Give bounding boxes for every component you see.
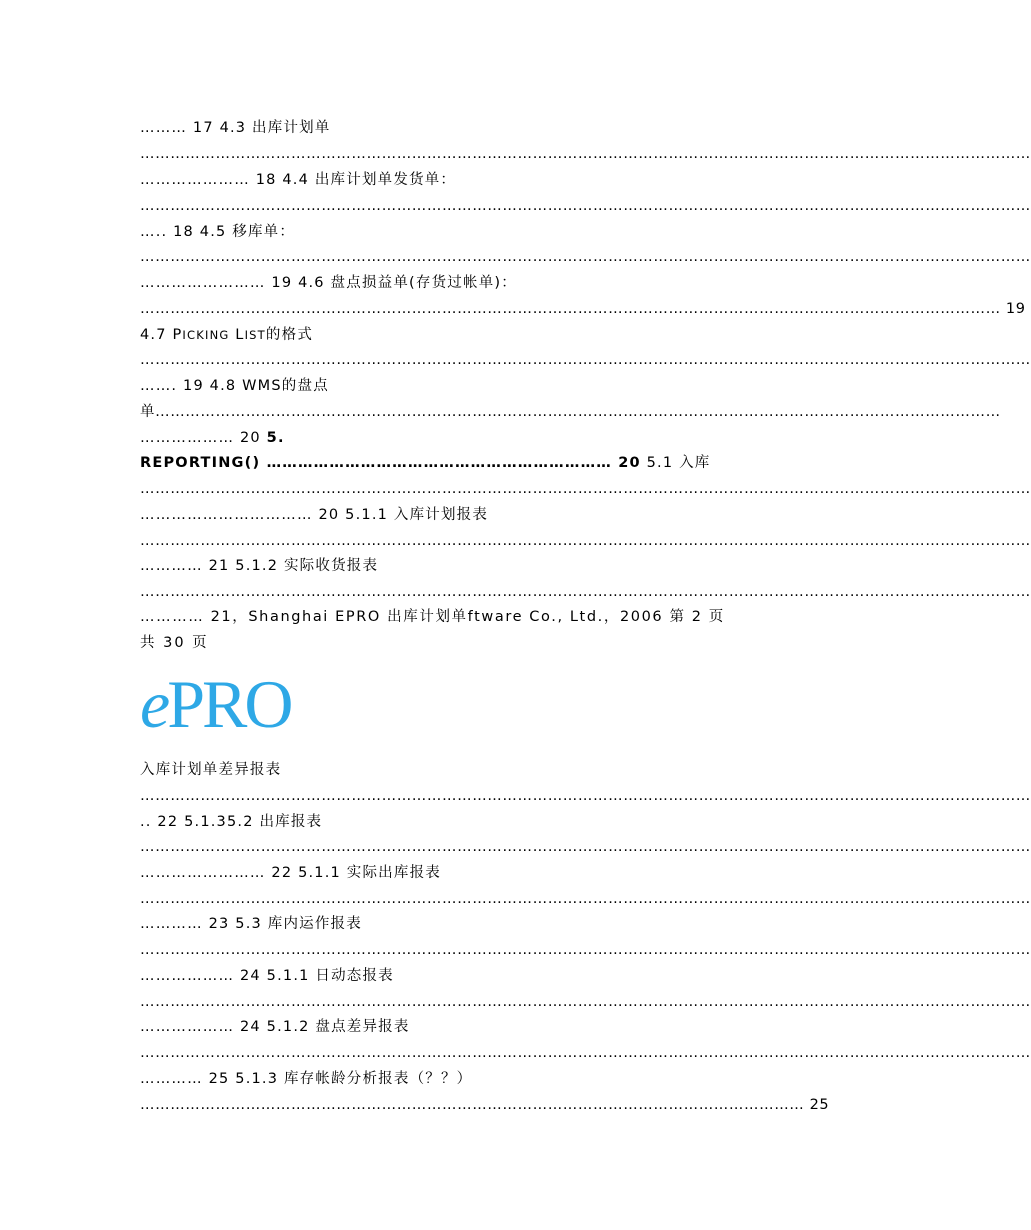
toc-leader-dots: …………………………………………………………………………………………………………………………………………………………… [140,481,1031,497]
toc-line: 单…………………………………………………………………………………………………………………………………………………… [140,404,1001,420]
toc-leader-dots: …………………………………………………………………………………………………………………………………………………………… [140,249,1031,265]
toc-leader-dots: …………………………………………………………………………………………………………………………………………………………… [140,839,1031,855]
toc-leader-dots: …………………………………………………………………………………………………………………………………………………………… [140,942,1031,958]
toc-line: 入库计划单差异报表 [140,762,282,778]
toc-leader-dots: …………………………………………………………………………………………………………………………………………………………… [140,146,1031,162]
page-footer-line: ………… 21，Shanghai EPRO 出库计划单ftware Co., Ltd.，2006 第 2 页 [140,609,725,625]
toc-text: L [229,327,245,343]
toc-leader-dots: ……………………………………………………………………………………………………………………………………………………… 19 [140,301,1026,317]
toc-line: .. 22 5.1.35.2 出库报表 [140,814,323,830]
toc-leader-dots: …………………………………………………………………………………………………………………………………………………………… [140,994,1031,1010]
page-count: 共 30 页 [140,635,209,651]
toc-line: ………………… 18 4.4 出库计划单发货单： [140,172,457,188]
toc-line: ………… 23 5.3 库内运作报表 [140,916,362,932]
toc-line: …………………… 19 4.6 盘点损益单(存货过帐单)： [140,275,517,291]
toc-leader-dots: …………………………………………………………………………………………………………………………………………………………… [140,198,1031,214]
toc-chapter-title: REPORTING() ………………………………………………………… 20 [140,455,641,471]
toc-line-picking-list [140,325,313,345]
toc-leader-dots: …………………………………………………………………………………………………………………………………………………………… [140,1045,1031,1061]
toc-line: ………… 25 5.1.3 库存帐龄分析报表（？？） [140,1071,473,1087]
epro-logo [140,666,325,742]
toc-leader-dots: …………………………………………………………………………………………………………………… 25 [140,1097,830,1113]
logo-letters-pro: PRO [167,666,291,742]
toc-line: ……………… 24 5.1.1 日动态报表 [140,968,394,984]
toc-line: ……… 17 4.3 出库计划单 [140,120,331,136]
toc-chapter-line [140,453,810,473]
logo-letter-e: e [140,666,168,742]
toc-text: 4.7 P [140,327,183,343]
toc-line: ……………… 24 5.1.2 盘点差异报表 [140,1019,410,1035]
toc-text-smallcaps: IST [244,328,266,342]
toc-line: ….. 18 4.5 移库单： [140,224,296,240]
toc-leader-dots: …………………………………………………………………………………………………………………………………………………………… [140,584,1031,600]
toc-text-smallcaps: ICKING [182,328,230,342]
toc-text: ……………… 20 [140,430,267,446]
toc-leader-dots: …………………………………………………………………………………………………………………………………………………………… [140,891,1031,907]
toc-leader-dots: …………………………………………………………………………………………………………………………………………………………… [140,352,1031,368]
toc-line: …………………………… 20 5.1.1 入库计划报表 [140,507,489,523]
toc-leader-dots: …………………………………………………………………………………………………………………………………………………………… [140,533,1031,549]
toc-leader-dots: …………………………………………………………………………………………………………………………………………………………… [140,788,1031,804]
toc-text: 5.1 入库 [640,455,711,471]
toc-line [140,428,285,448]
toc-line: ………… 21 5.1.2 实际收货报表 [140,558,379,574]
toc-text: 的格式 [265,327,314,343]
toc-chapter-number: 5. [266,430,285,446]
toc-line: …………………… 22 5.1.1 实际出库报表 [140,865,441,881]
toc-line: ……. 19 4.8 WMS的盘点 [140,378,329,394]
